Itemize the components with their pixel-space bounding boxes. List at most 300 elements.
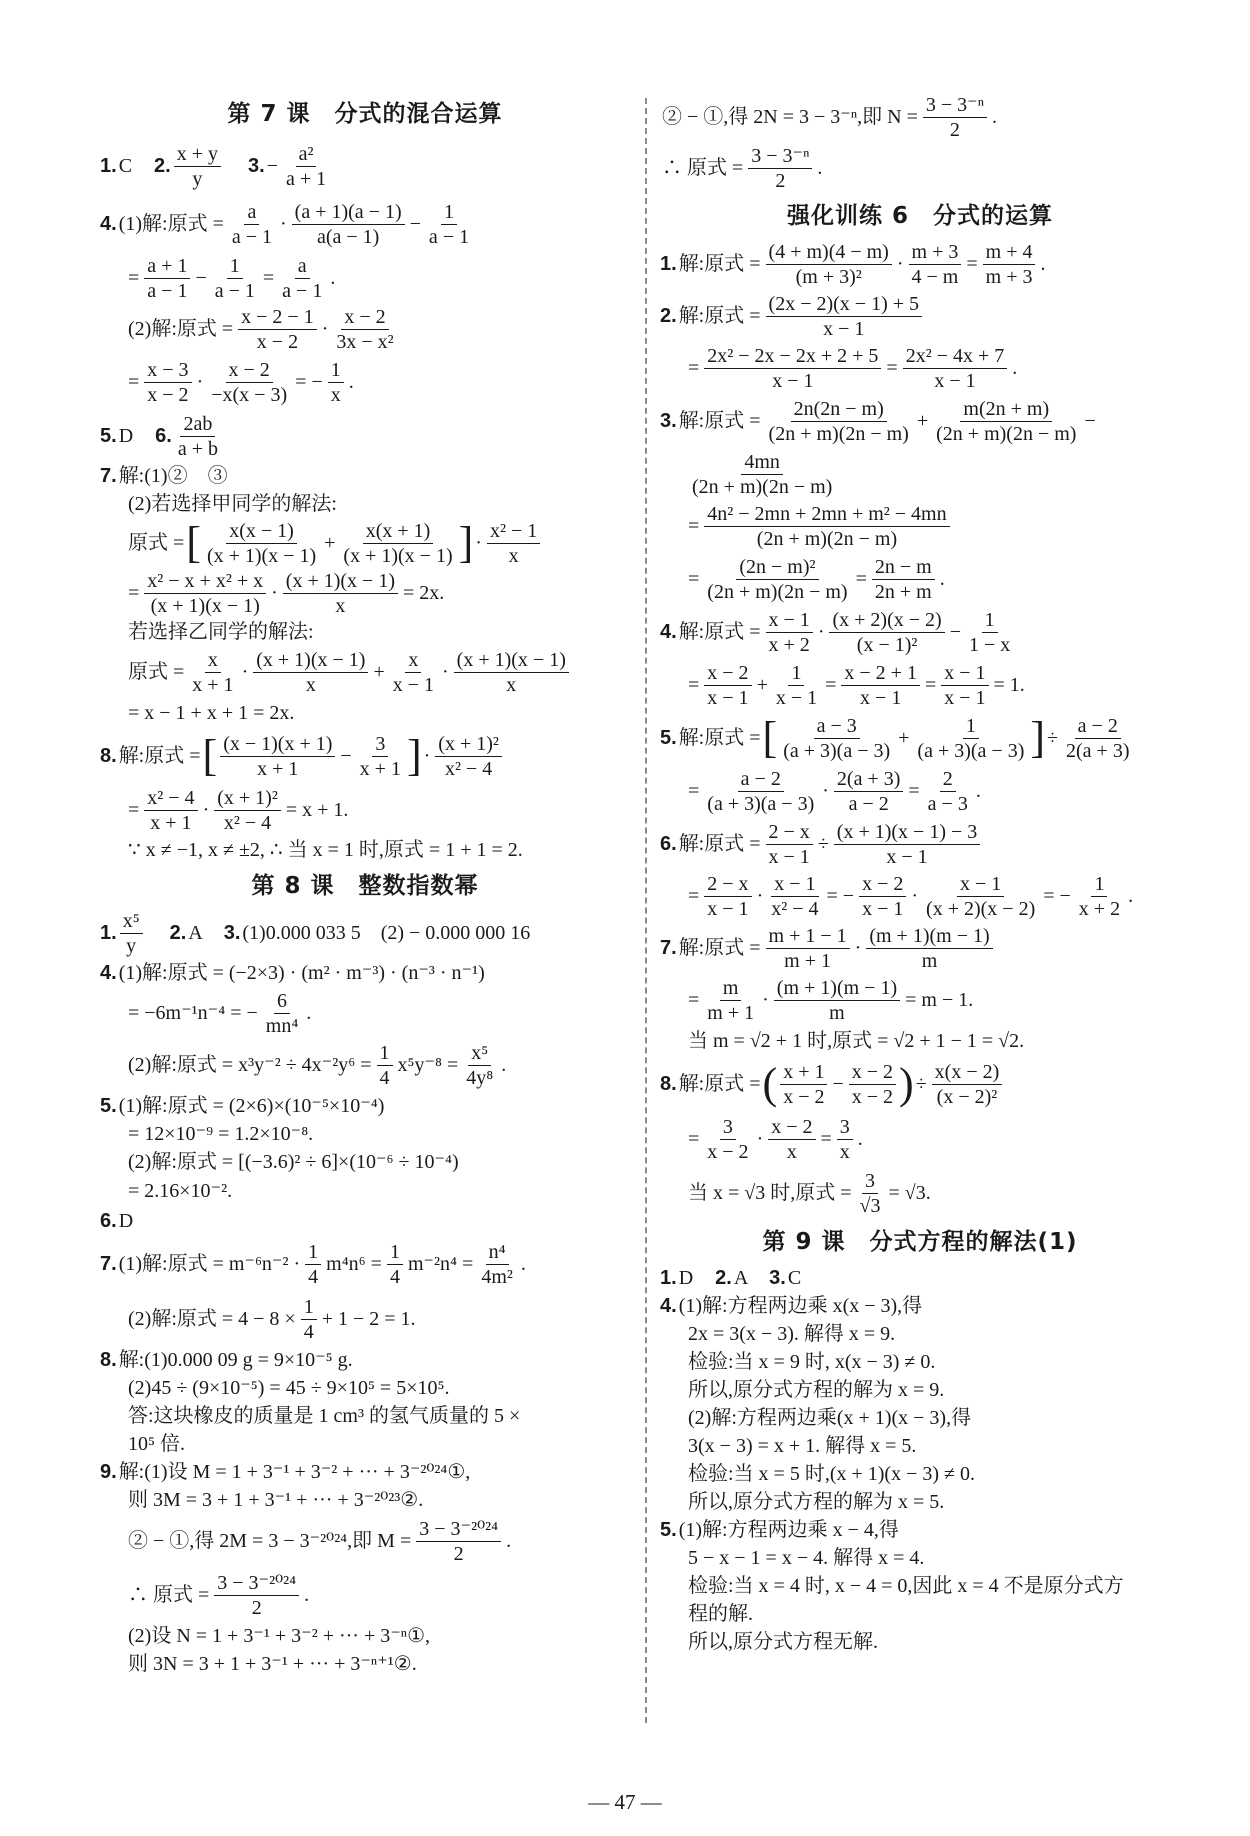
denominator: a + b: [177, 437, 218, 460]
math-text: =: [688, 780, 700, 802]
answer-line: [100, 1514, 630, 1568]
denominator: m: [921, 949, 938, 972]
answer-line: [100, 304, 630, 354]
fraction: [704, 1116, 751, 1163]
math-text: 解:(1)设 M = 1 + 3⁻¹ + 3⁻² + ··· + 3⁻²⁰²⁴①,: [118, 1461, 471, 1483]
denominator: −x(x − 3): [211, 383, 288, 406]
numerator: x − 3: [144, 359, 191, 383]
fraction: [780, 715, 893, 762]
bracket: (: [762, 1059, 778, 1108]
denominator: (a + 3)(a − 3): [917, 739, 1025, 762]
math-text: −: [266, 155, 278, 177]
answer-line: [660, 238, 1180, 290]
answer-line: [660, 1628, 1180, 1656]
numerator: x + y: [174, 143, 221, 167]
numerator: a − 2: [1075, 715, 1121, 739]
numerator: 1: [387, 1241, 403, 1265]
math-text: .: [992, 106, 997, 128]
denominator: (x − 2)²: [936, 1085, 998, 1108]
math-text: m⁻²n⁴ =: [407, 1253, 474, 1275]
numerator: 1: [377, 1042, 393, 1066]
denominator: (x + 1)(x − 1): [150, 594, 260, 617]
math-text: ·: [822, 780, 829, 802]
math-text: (2)解:原式 = [(−3.6)² ÷ 6]×(10⁻⁶ ÷ 10⁻⁴): [128, 1151, 459, 1173]
fraction: [253, 649, 368, 696]
denominator: x² − 4: [444, 757, 493, 780]
question-number: 1.: [100, 155, 117, 177]
numerator: x − 2 + 1: [841, 662, 920, 686]
math-text: −: [409, 213, 421, 235]
answer-line: [100, 1206, 630, 1236]
fraction: [387, 1241, 403, 1288]
question-number: 3.: [769, 1267, 786, 1289]
numerator: 3 − 3⁻ⁿ: [923, 94, 987, 118]
math-text: ·: [271, 582, 278, 604]
fraction: [748, 145, 812, 192]
answer-line: [660, 712, 1180, 764]
denominator: x − 2: [147, 383, 189, 406]
numerator: x − 1: [771, 873, 818, 897]
answer-line: [660, 974, 1180, 1026]
math-text: +: [373, 661, 385, 683]
math-text: 5 − x − 1 = x − 4. 解得 x = 4.: [688, 1547, 925, 1569]
fraction: [983, 241, 1036, 288]
answer-line: [100, 1622, 630, 1650]
denominator: x − 1: [862, 897, 904, 920]
fraction: [377, 1042, 393, 1089]
answer-line: [660, 1056, 1180, 1112]
fraction: [704, 503, 949, 550]
math-text: ·: [854, 937, 862, 959]
numerator: (x + 1)(x − 1): [283, 570, 398, 594]
denominator: 2(a + 3): [1066, 739, 1130, 762]
math-text: = 2.16×10⁻².: [128, 1180, 233, 1202]
question-number: 6.: [660, 833, 677, 855]
math-text: A: [188, 922, 222, 944]
answer-line: [660, 1348, 1180, 1376]
math-text: 程的解.: [688, 1603, 753, 1625]
question-number: 5.: [100, 425, 117, 447]
math-text: (2)若选择甲同学的解法:: [128, 493, 337, 515]
denominator: 2: [949, 118, 960, 141]
answer-line: [660, 552, 1180, 606]
question-number: 2.: [154, 155, 171, 177]
math-text: ·: [241, 661, 249, 683]
question-number: 8.: [100, 745, 117, 767]
math-text: (1)解:方程两边乘 x − 4,得: [678, 1519, 899, 1541]
question-number: 5.: [660, 1519, 677, 1541]
numerator: x − 2: [226, 359, 273, 383]
question-number: 2.: [715, 1267, 732, 1289]
math-text: (1)解:方程两边乘 x(x − 3),得: [678, 1295, 923, 1317]
numerator: 3: [837, 1116, 853, 1140]
denominator: a − 3: [927, 792, 968, 815]
math-text: (1)解:原式 =: [118, 213, 224, 235]
math-text: =: [128, 267, 140, 289]
fraction: [704, 662, 751, 709]
math-text: .: [330, 267, 336, 289]
answer-line: [660, 922, 1180, 974]
fraction: [859, 873, 906, 920]
denominator: (2n + m)(2n − m): [936, 422, 1077, 445]
question-number: 3.: [660, 410, 677, 432]
numerator: 3: [862, 1170, 878, 1194]
denominator: 4 − m: [911, 265, 959, 288]
denominator: x + 2: [768, 633, 810, 656]
math-text: +: [756, 674, 768, 696]
right-column: [660, 92, 1180, 1656]
numerator: a²: [296, 143, 317, 167]
math-text: 解:(1)② ③: [118, 465, 228, 487]
numerator: 2(a + 3): [834, 768, 903, 792]
math-text: 解:原式 =: [678, 621, 761, 643]
denominator: x: [508, 544, 519, 567]
math-text: (1)解:原式 = (2×6)×(10⁻⁵×10⁻⁴): [118, 1095, 385, 1117]
math-text: =: [688, 568, 700, 590]
numerator: (2x − 2)(x − 1) + 5: [766, 293, 922, 317]
page-number: — 47 —: [588, 1790, 662, 1814]
fraction: [283, 570, 398, 617]
bracket: [: [202, 731, 218, 780]
fraction: [144, 570, 266, 617]
answer-line: [100, 908, 630, 958]
math-text: 2x = 3(x − 3). 解得 x = 9.: [688, 1323, 896, 1345]
numerator: x − 2: [768, 1116, 815, 1140]
math-text: .: [857, 1128, 863, 1150]
denominator: x − 2: [707, 1140, 749, 1163]
numerator: a − 3: [814, 715, 860, 739]
fraction: [704, 873, 751, 920]
math-text: A: [733, 1267, 768, 1289]
left-column: [100, 92, 630, 1678]
denominator: x − 1: [944, 686, 986, 709]
numerator: x(x − 2): [932, 1061, 1003, 1085]
math-text: =: [924, 674, 937, 696]
bracket: [: [762, 713, 778, 762]
fraction: [704, 556, 850, 603]
fraction: [834, 768, 903, 815]
fraction: [305, 1241, 321, 1288]
numerator: x − 2: [704, 662, 751, 686]
denominator: m + 1: [784, 949, 832, 972]
fraction: [220, 733, 335, 780]
math-text: ·: [442, 661, 449, 683]
numerator: x² − 4: [144, 787, 197, 811]
fraction: [263, 990, 302, 1037]
answer-line: [100, 1430, 630, 1458]
answer-line: [660, 764, 1180, 818]
math-text: 10⁵ 倍.: [128, 1433, 185, 1455]
math-text: −: [949, 621, 961, 643]
denominator: 4y⁸: [466, 1066, 494, 1089]
denominator: x² − 4: [223, 811, 272, 834]
math-text: 原式 =: [128, 661, 185, 683]
denominator: x: [506, 673, 517, 696]
numerator: x⁵: [468, 1042, 491, 1066]
answer-line: [100, 196, 630, 252]
numerator: 3 − 3⁻²⁰²⁴: [416, 1518, 501, 1542]
math-text: ·: [896, 253, 904, 275]
math-text: .: [1128, 885, 1134, 907]
answer-line: [100, 1486, 630, 1514]
answer-line: [100, 490, 630, 518]
math-text: 3(x − 3) = x + 1. 解得 x = 5.: [688, 1435, 917, 1457]
numerator: 3: [372, 733, 388, 757]
numerator: 2 − x: [766, 821, 813, 845]
fraction: [212, 255, 258, 302]
denominator: x² − 4: [771, 897, 819, 920]
math-text: =: [128, 582, 140, 604]
denominator: 3x − x²: [336, 330, 394, 353]
math-text: [226, 154, 246, 178]
numerator: a + 1: [144, 255, 190, 279]
numerator: (4 + m)(4 − m): [766, 241, 892, 265]
math-text: ·: [475, 532, 482, 554]
math-text: ∴ 原式 =: [128, 1584, 210, 1606]
math-text: 则 3M = 3 + 1 + 3⁻¹ + ··· + 3⁻²⁰²³②.: [128, 1489, 424, 1511]
math-text: .: [520, 1253, 526, 1275]
math-text: 若选择乙同学的解法:: [128, 621, 314, 643]
math-text: −: [195, 267, 207, 289]
numerator: x² − 1: [487, 520, 540, 544]
denominator: y: [192, 167, 203, 190]
fraction: [841, 662, 920, 709]
fraction: [426, 201, 472, 248]
fraction: [768, 873, 821, 920]
math-text: = −: [295, 371, 323, 393]
question-number: 7.: [660, 937, 677, 959]
math-text: ·: [817, 621, 825, 643]
math-text: = x − 1 + x + 1 = 2x.: [128, 702, 295, 724]
fraction: [174, 143, 221, 190]
question-number: 4.: [100, 962, 117, 984]
math-text: = 1.: [993, 674, 1025, 696]
answer-line: [660, 1404, 1180, 1432]
fraction: [909, 241, 962, 288]
math-text: ÷: [915, 1073, 927, 1095]
column-divider: [645, 98, 647, 1723]
fraction: [766, 925, 850, 972]
denominator: √3: [859, 1194, 881, 1217]
fraction: [416, 1518, 501, 1565]
denominator: 4: [389, 1265, 400, 1288]
numerator: x − 1: [941, 662, 988, 686]
fraction: [704, 977, 757, 1024]
answer-line: [100, 136, 630, 196]
question-number: 1.: [660, 1267, 677, 1289]
fraction: [925, 768, 971, 815]
fraction: [704, 768, 817, 815]
math-text: = 2x.: [403, 582, 445, 604]
fraction: [435, 733, 502, 780]
question-number: 2.: [169, 922, 187, 944]
fraction: [923, 873, 1038, 920]
math-text: (2)解:原式 =: [128, 318, 234, 340]
question-number: 3.: [248, 155, 265, 177]
fraction: [144, 255, 190, 302]
section-heading: 第 9 课 分式方程的解法(1): [762, 1229, 1078, 1255]
math-text: .: [348, 371, 354, 393]
denominator: a − 1: [428, 225, 470, 248]
math-text: .: [501, 1054, 507, 1076]
math-text: = √3.: [888, 1182, 931, 1204]
question-number: 5.: [100, 1095, 117, 1117]
fraction: [328, 359, 344, 406]
denominator: 4: [303, 1320, 314, 1343]
denominator: 2: [251, 1596, 262, 1619]
math-text: 解:原式 =: [678, 410, 761, 432]
numerator: x + 1: [780, 1061, 827, 1085]
denominator: x − 1: [768, 845, 810, 868]
denominator: x − 1: [707, 686, 749, 709]
math-text: 解:原式 =: [678, 253, 761, 275]
fraction: [478, 1241, 516, 1288]
numerator: x(x + 1): [363, 520, 434, 544]
numerator: 3 − 3⁻²⁰²⁴: [214, 1572, 299, 1596]
denominator: a(a − 1): [316, 225, 380, 248]
math-text: ∴ 原式 =: [662, 157, 744, 179]
numerator: 2n(2n − m): [791, 398, 887, 422]
question-number: 4.: [660, 1295, 677, 1317]
question-number: 4.: [100, 213, 117, 235]
fraction: [238, 306, 317, 353]
math-text: ·: [202, 799, 210, 821]
question-number: 3.: [223, 922, 241, 944]
numerator: (x + 2)(x − 2): [829, 609, 944, 633]
answer-line: [660, 142, 1180, 194]
denominator: x − 1: [934, 369, 976, 392]
fraction: [333, 306, 396, 353]
answer-line: [100, 518, 630, 568]
denominator: (x + 1)(x − 1): [343, 544, 453, 567]
math-text: ·: [762, 989, 769, 1011]
math-text: D: [118, 425, 154, 447]
section-heading: 第 7 课 分式的混合运算: [227, 101, 503, 127]
math-text: (2)45 ÷ (9×10⁻⁵) = 45 ÷ 9×10⁵ = 5×10⁵.: [128, 1377, 450, 1399]
fraction: [390, 649, 437, 696]
question-number: 8.: [660, 1073, 677, 1095]
denominator: x + 1: [192, 673, 234, 696]
math-text: ·: [321, 318, 329, 340]
question-number: 6.: [100, 1210, 117, 1232]
numerator: 1: [328, 359, 344, 383]
math-text: ·: [756, 885, 764, 907]
fraction: [829, 609, 944, 656]
math-text: +: [916, 410, 929, 432]
numerator: a: [244, 201, 259, 225]
denominator: a − 1: [147, 279, 188, 302]
numerator: 2ab: [180, 413, 215, 437]
fraction: [766, 241, 892, 288]
question-number: 7.: [100, 1253, 117, 1275]
math-text: 当 x = √3 时,原式 =: [688, 1182, 852, 1204]
fraction: [283, 143, 329, 190]
answer-line: [660, 870, 1180, 922]
bracket: ): [899, 1059, 914, 1108]
denominator: x + 2: [1078, 897, 1121, 920]
numerator: (x + 1)(x − 1) − 3: [834, 821, 980, 845]
math-text: .: [506, 1530, 512, 1552]
math-text: −: [1084, 410, 1096, 432]
fraction: [923, 94, 987, 141]
fraction: [774, 977, 900, 1024]
denominator: m + 3: [985, 265, 1033, 288]
denominator: (2n + m)(2n − m): [707, 580, 848, 603]
denominator: x − 1: [775, 686, 818, 709]
math-text: 解:原式 =: [678, 1073, 761, 1095]
math-text: =: [128, 799, 140, 821]
math-text: +: [898, 727, 910, 749]
answer-line: [660, 658, 1180, 712]
denominator: (a + 3)(a − 3): [707, 792, 815, 815]
question-number: 4.: [660, 621, 677, 643]
denominator: x − 1: [860, 686, 902, 709]
fraction: [837, 1116, 853, 1163]
answer-line: [100, 1176, 630, 1206]
numerator: n⁴: [486, 1241, 509, 1265]
numerator: 1: [963, 715, 979, 739]
math-text: (1)0.000 033 5 (2) − 0.000 000 16: [242, 922, 531, 944]
numerator: m + 1 − 1: [766, 925, 850, 949]
numerator: m: [720, 977, 742, 1001]
answer-line: [660, 1432, 1180, 1460]
numerator: 1: [227, 255, 243, 279]
fraction: [689, 451, 835, 498]
denominator: x: [786, 1140, 797, 1163]
math-text: = x + 1.: [285, 799, 349, 821]
math-text: 检验:当 x = 9 时, x(x − 3) ≠ 0.: [688, 1351, 936, 1373]
answer-line: [660, 1112, 1180, 1166]
answer-line: [100, 462, 630, 490]
fraction: [766, 398, 912, 445]
math-text: =: [128, 371, 140, 393]
math-text: =: [688, 1128, 700, 1150]
numerator: (x + 1)²: [214, 787, 281, 811]
answer-line: [660, 448, 1180, 500]
answer-line: [100, 568, 630, 618]
denominator: a − 1: [214, 279, 255, 302]
numerator: x − 2: [341, 306, 388, 330]
denominator: x − 2: [256, 330, 299, 353]
math-text: x⁵y⁻⁸ =: [397, 1054, 459, 1076]
math-text: (2)解:原式 = 4 − 8 ×: [128, 1308, 296, 1330]
answer-line: [100, 252, 630, 304]
numerator: 2 − x: [704, 873, 751, 897]
numerator: x: [405, 649, 421, 673]
fraction: [292, 201, 405, 248]
numerator: x(x − 1): [226, 520, 297, 544]
answer-line: [660, 606, 1180, 658]
answer-line: [100, 958, 630, 988]
numerator: 4mn: [741, 451, 783, 475]
question-number: 6.: [155, 425, 172, 447]
fraction: [933, 398, 1079, 445]
math-text: 当 m = √2 + 1 时,原式 = √2 + 1 − 1 = √2.: [688, 1030, 1025, 1052]
denominator: (m + 3)²: [795, 265, 862, 288]
math-text: .: [1040, 253, 1046, 275]
denominator: x + 1: [359, 757, 401, 780]
answer-line: [100, 618, 630, 646]
fraction: [903, 345, 1008, 392]
numerator: 1: [1091, 873, 1107, 897]
fraction: [768, 1116, 815, 1163]
denominator: x: [330, 383, 341, 406]
question-number: 8.: [100, 1349, 117, 1371]
math-text: 答:这块橡皮的质量是 1 cm³ 的氢气质量的 5 ×: [128, 1405, 521, 1427]
answer-line: [100, 1148, 630, 1176]
numerator: m(2n + m): [960, 398, 1052, 422]
fraction: [932, 1061, 1003, 1108]
